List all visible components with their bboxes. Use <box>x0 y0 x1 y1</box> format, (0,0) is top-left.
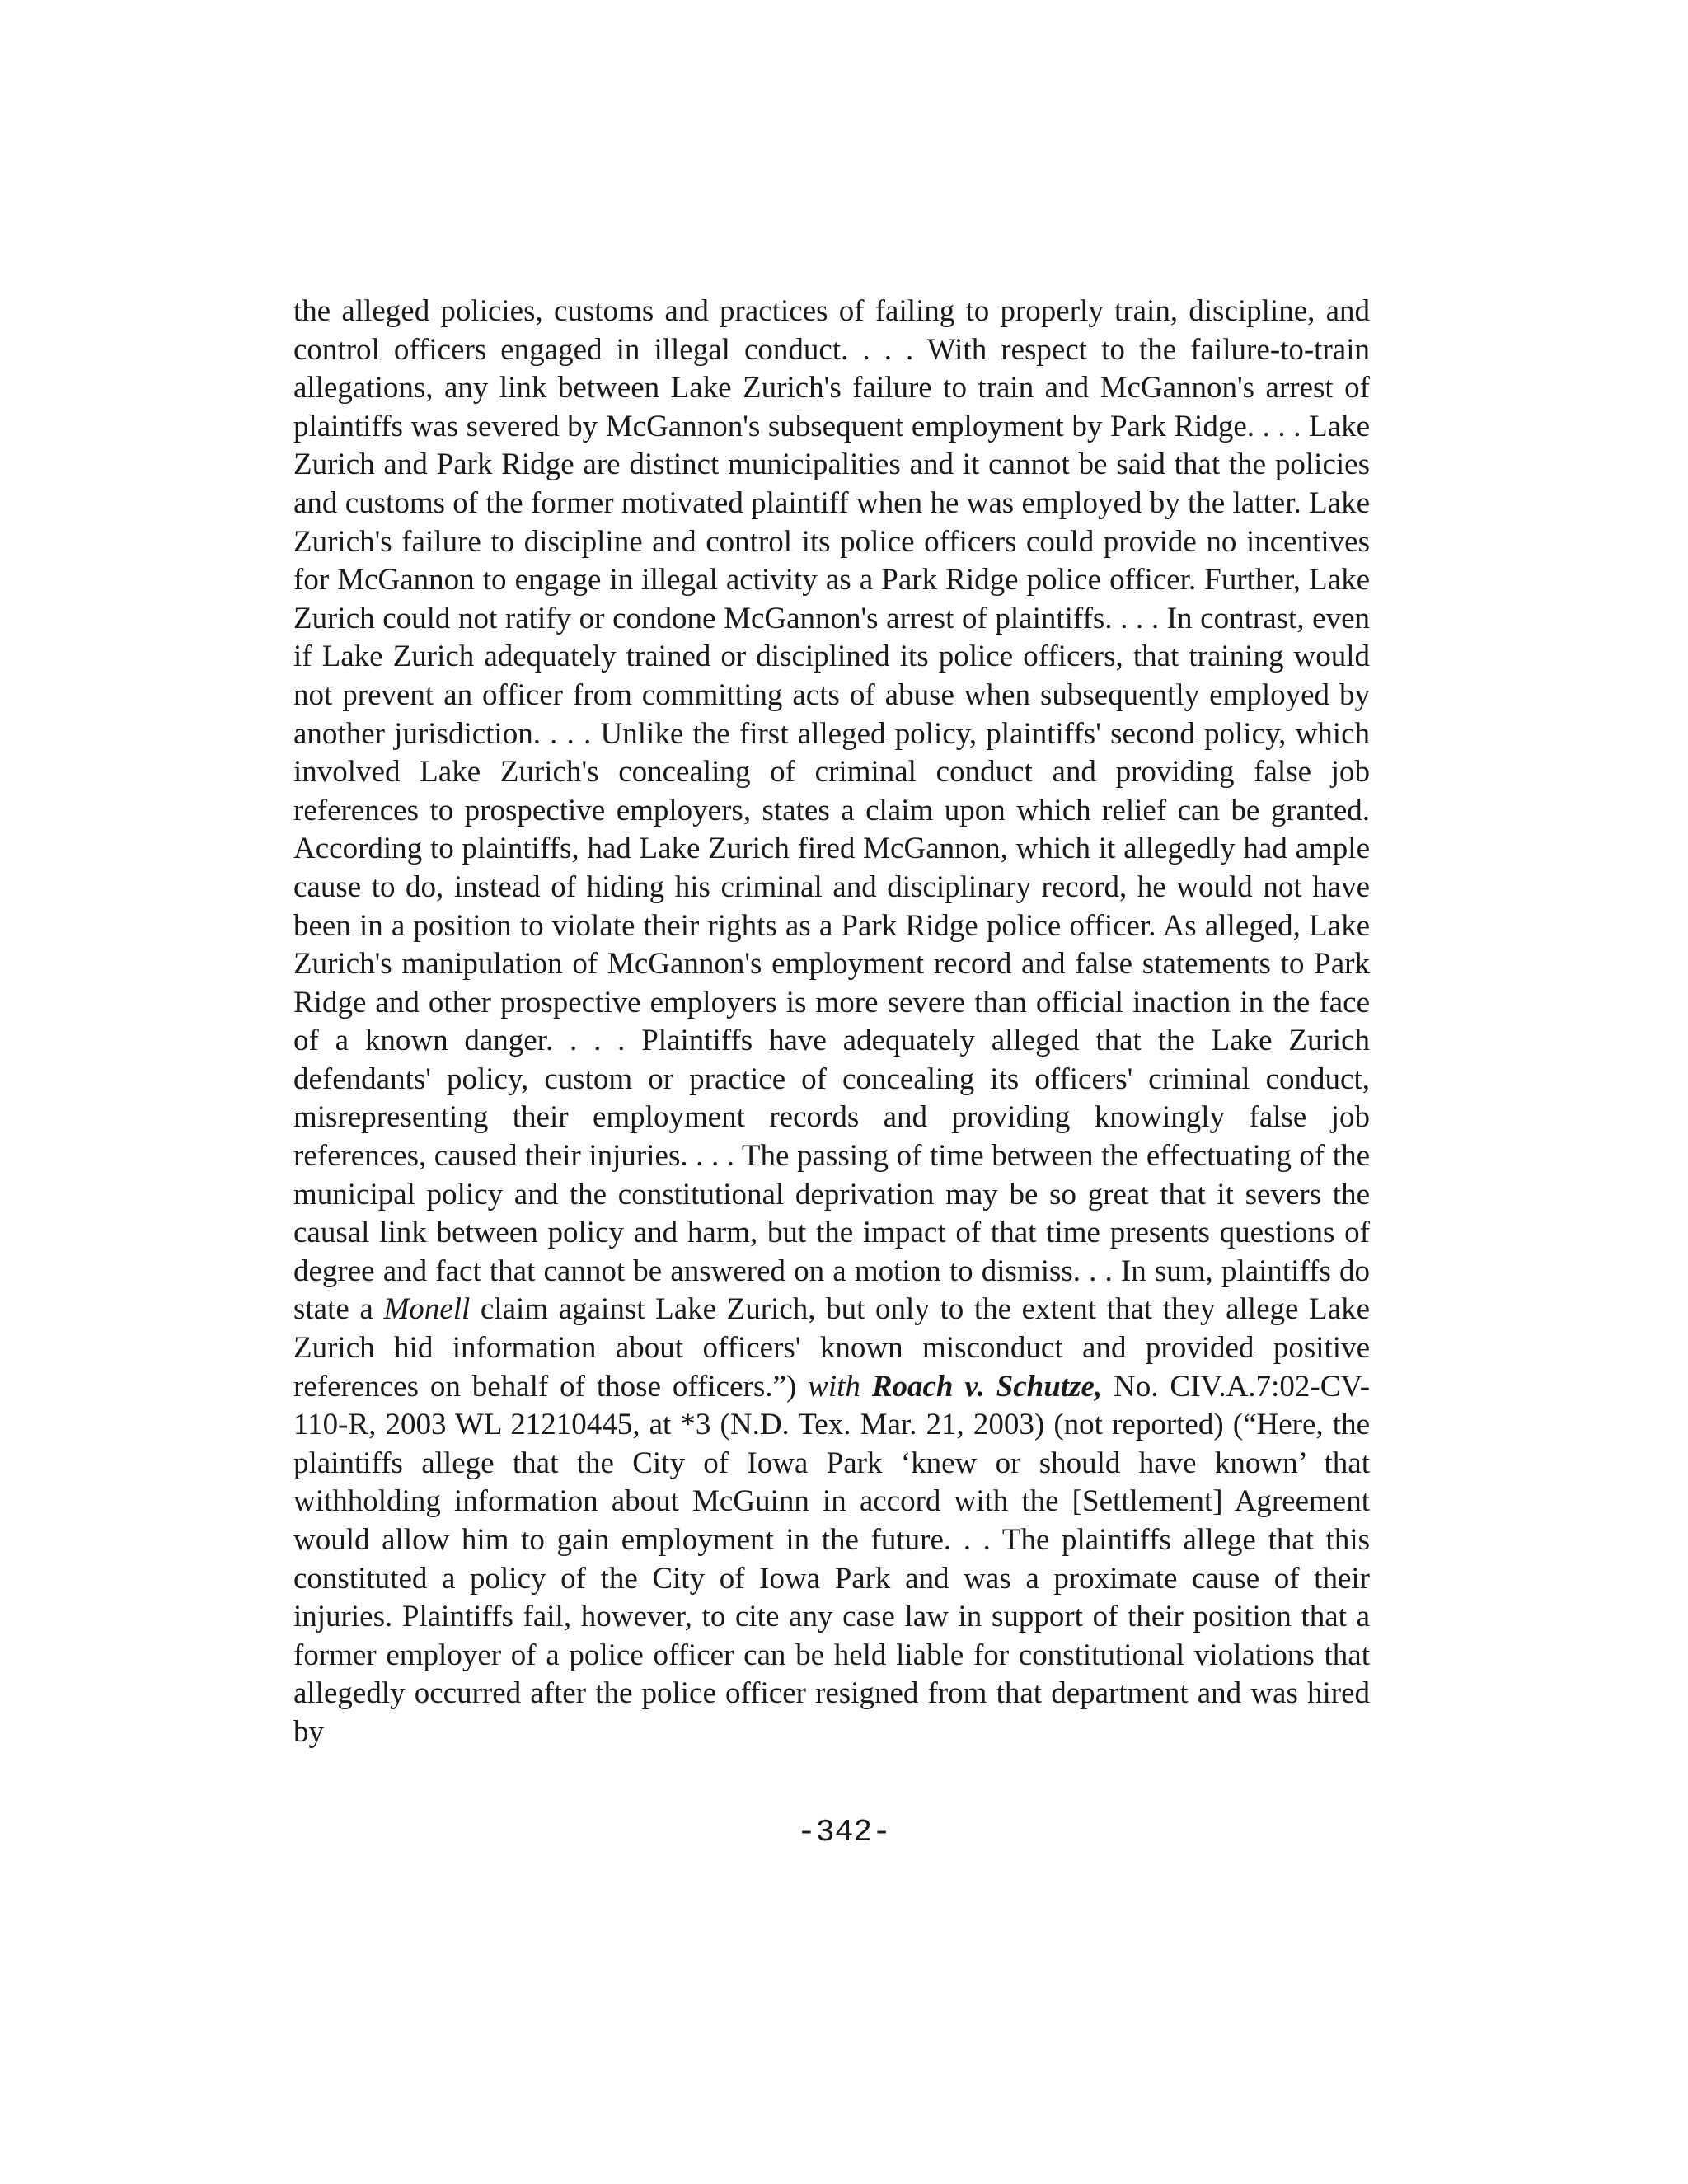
body-paragraph <box>293 293 1370 1752</box>
quote-text-part-3: No. CIV.A.7:02-CV-110-R, 2003 WL 21210445, at *3 (N.D. Tex. Mar. 21, 2003) (not reported) (“Here, the plaintiffs allege that the City of Iowa Park ‘knew or should have known’ that withholding information about McGuinn in accord with the [Settlement] Agreement would allow him to gain employment in the future. . . The plaintiffs allege that this constituted a policy of the City of Iowa Park and was a proximate cause of their injuries. Plaintiffs fail, however, to cite any case law in support of their position that a former employer of a police officer can be held liable for constitutional violations that allegedly occurred after the police officer resigned from that department and was hired by <box>293 1369 1371 1749</box>
page-number: -342- <box>796 1815 892 1850</box>
quote-text-part-1: the alleged policies, customs and practices of failing to properly train, discipline, and control officers engaged in illegal conduct. . . . With respect to the failure-to-train allegations, any link between Lake Zurich's failure to train and McGannon's arrest of plaintiffs was severed by McGannon's subsequent employment by Park Ridge. . . . Lake Zurich and Park Ridge are distinct municipalities and it cannot be said that the policies and customs of the former motivated plaintiff when he was employed by the latter. Lake Zurich's failure to discipline and control its police officers could provide no incentives for McGannon to engage in illegal activity as a Park Ridge police officer. Further, Lake Zurich could not ratify or condone McGannon's arrest of plaintiffs. . . . In contrast, even if Lake Zurich adequately trained or disciplined its police officers, that training would not prevent an officer from committing acts of abuse when subsequently employed by another jurisdiction. . . . Unlike the first alleged policy, plaintiffs' second policy, which involved Lake Zurich's concealing of criminal conduct and providing false job references to prospective employers, states a claim upon which relief can be granted. According to plaintiffs, had Lake Zurich fired McGannon, which it allegedly had ample cause to do, instead of hiding his criminal and disciplinary record, he would not have been in a position to violate their rights as a Park Ridge police officer. As alleged, Lake Zurich's manipulation of McGannon's employment record and false statements to Park Ridge and other prospective employers is more severe than official inaction in the face of a known danger. . . . Plaintiffs have adequately alleged that the Lake Zurich defendants' policy, custom or practice of concealing its officers' criminal conduct, misrepresenting their employment records and providing knowingly false job references, caused their injuries. . . . The passing of time between the effectuating of the municipal policy and the constitutional deprivation may be so great that it severs the causal link between policy and harm, but the impact of that time presents questions of degree and fact that cannot be answered on a motion to dismiss. . . In sum, plaintiffs do state a <box>293 294 1370 1327</box>
case-name: Roach v. Schutze, <box>871 1369 1103 1404</box>
quote-text-part-2: claim against Lake Zurich, but only to the extent that they allege Lake Zurich hid information about officers' known misconduct and provided positive references on behalf of those officers.”) <box>293 1292 1370 1404</box>
text-space <box>860 1370 872 1404</box>
citation-signal: with <box>808 1369 860 1404</box>
monell-italic-term: Monell <box>383 1292 471 1327</box>
